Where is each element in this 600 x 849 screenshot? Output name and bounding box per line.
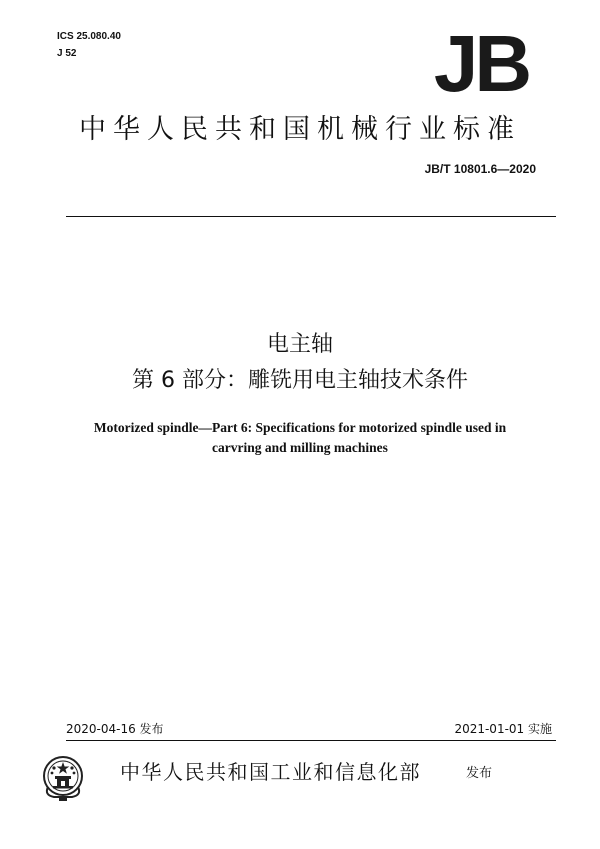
standard-category-title: 中华人民共和国机械行业标准 [79,114,521,145]
title-chinese-part: 第 6 部分：雕铣用电主轴技术条件 [132,368,468,393]
ics-code: ICS 25.080.40 [57,31,121,42]
top-divider [66,216,556,217]
title-chinese-main: 电主轴 [266,332,333,357]
national-emblem-icon [40,753,86,803]
publish-label: 发布 [466,766,493,781]
issuing-authority: 中华人民共和国工业和信息化部 [120,760,421,784]
bottom-divider [66,740,556,741]
jb-logo: JB [433,19,529,108]
classification-code: J 52 [57,48,77,59]
title-english-line1: Motorized spindle—Part 6: Specifications for motorized spindle used in [93,420,507,435]
issue-date: 2020-04-16 发布 [66,722,164,736]
standard-number: JB/T 10801.6—2020 [424,162,536,176]
title-english-line2: carvring and milling machines [212,440,388,455]
implementation-date: 2021-01-01 实施 [454,722,552,736]
